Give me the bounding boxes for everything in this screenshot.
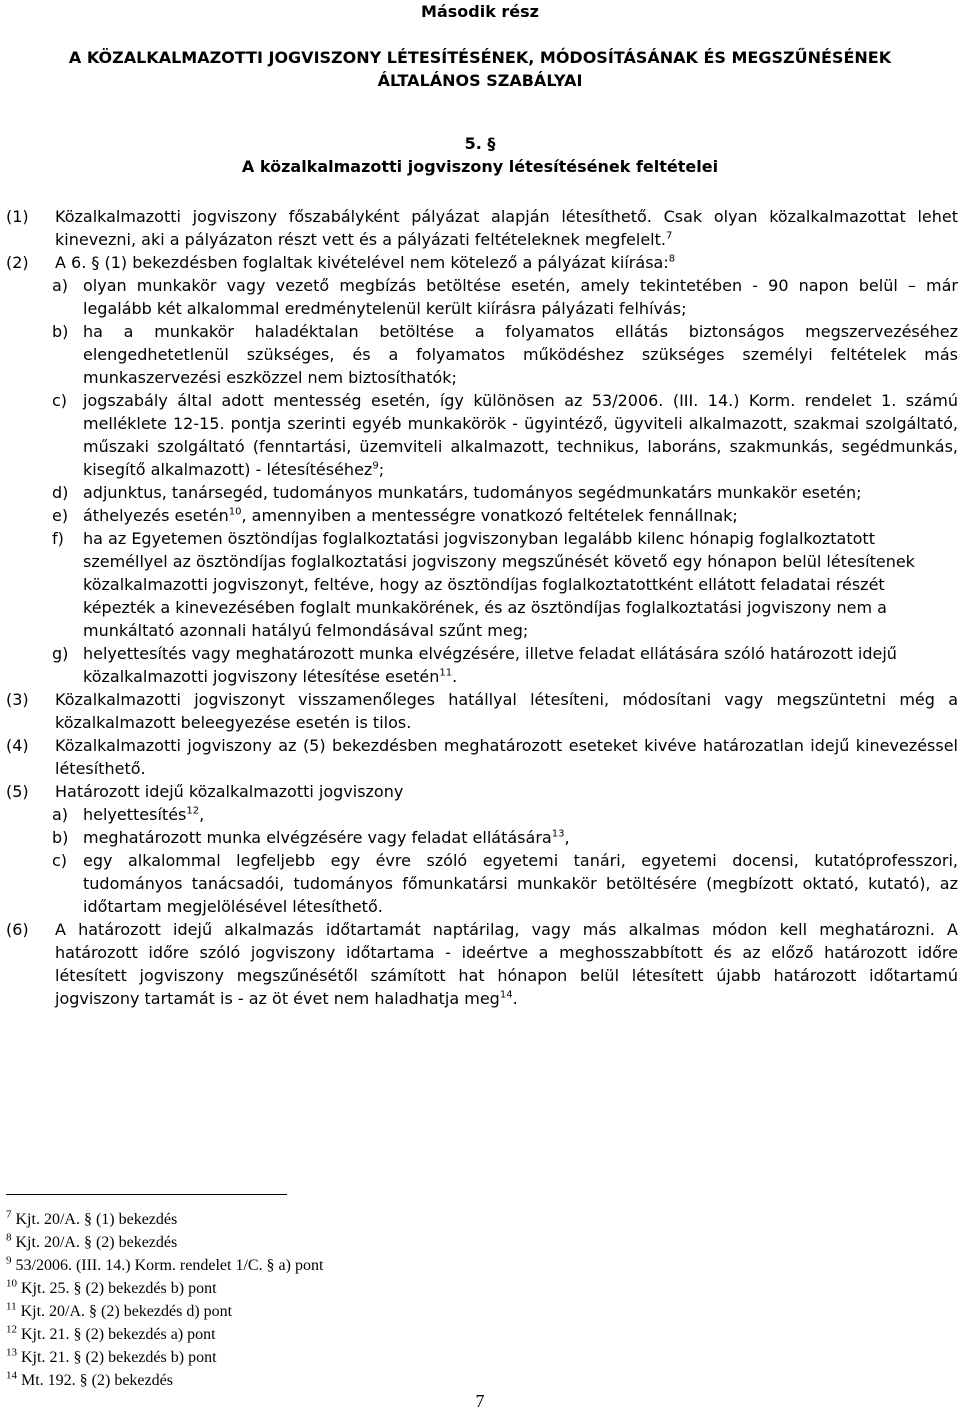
footnote-number: 12 — [6, 1323, 17, 1336]
list-item-2c — [6, 389, 958, 481]
footnote-ref[interactable]: 7 — [665, 230, 673, 242]
paragraph-3 — [6, 688, 958, 734]
paragraph-text: Közalkalmazotti jogviszony főszabályként pályázat alapján létesíthető. Csak olyan közalkalmazottat lehet kinevezni, aki a pályázaton részt vett és a pályázati feltételeknek megfelelt. — [55, 207, 958, 249]
footnote-ref[interactable]: 9 — [372, 460, 379, 472]
item-text: olyan munkakör vagy vezető megbízás betöltése esetén, amely tekintetében - 90 napon belül – már legalább két alkalommal eredménytelenül került kiírásra pályázati felhívás; — [83, 276, 958, 318]
section-title: A közalkalmazotti jogviszony létesítésének feltételei — [241, 157, 719, 176]
footnote — [6, 1369, 706, 1392]
item-label: e) — [52, 506, 69, 525]
list-item-2e — [6, 504, 958, 527]
paragraph-6 — [6, 918, 958, 1010]
item-label: a) — [52, 276, 69, 295]
item-text: jogszabály által adott mentesség esetén, így különösen az 53/2006. (III. 14.) Korm. rendelet 1. számú melléklete 12-15. pontja szerinti egyéb munkakörök - ügyintéző, ügyviteli alkalmazott, szakmai szolgáltató, műszaki szolgáltató (fenntartási, üzemviteli alkalmazott, technikus, laboráns, szakmunkás, segédmunkás, kisegítő alkalmazott) - létesítéséhez — [83, 391, 958, 479]
item-text: áthelyezés esetén — [83, 506, 229, 525]
item-label: b) — [52, 828, 69, 847]
list-item-2g — [6, 642, 958, 688]
list-item-2d — [6, 481, 958, 504]
item-text: meghatározott munka elvégzésére vagy feladat ellátására — [83, 828, 552, 847]
paragraph-2 — [6, 251, 958, 274]
paragraph-number: (4) — [6, 736, 29, 755]
footnote-number: 10 — [6, 1277, 17, 1290]
paragraph-number: (2) — [6, 253, 29, 272]
footnote-number: 14 — [6, 1369, 17, 1382]
list-item-5c — [6, 849, 958, 918]
footnote — [6, 1254, 706, 1277]
footnote-number: 7 — [6, 1208, 12, 1221]
paragraph-text: A 6. § (1) bekezdésben foglaltak kivételével nem kötelező a pályázat kiírása: — [55, 253, 669, 272]
item-text: ha az Egyetemen ösztöndíjas foglalkoztatási jogviszonyban legalább kilenc hónapig foglalkoztatott személlyel az ösztöndíjas foglalkoztatási jogviszony megszűnését követő egy hónapon belül létesítenek közalkalmazotti jogviszonyt, feltéve, hogy az ösztöndíjas foglalkoztatottként ellátott feladatai részét képezték a kinevezésében foglalt munkakörének, és az ösztöndíjas foglalkoztatási jogviszony nem a munkáltató azonnali hatályú felmondásával szűnt meg; — [83, 529, 915, 640]
footnote — [6, 1231, 706, 1254]
item-text: ha a munkakör haladéktalan betöltése a folyamatos ellátás biztonságos megszervezéséhez elengedhetetlenül szükséges, és a folyamatos működéshez szükséges személyi feltételek más munkaszervezési eszközzel nem biztosíthatók; — [83, 322, 958, 387]
item-text-end: ; — [378, 460, 385, 479]
paragraph-number: (1) — [6, 207, 29, 226]
section-number: 5. § — [464, 134, 496, 153]
item-text-end: . — [452, 667, 458, 686]
footnote-text: Kjt. 21. § (2) bekezdés a) pont — [21, 1326, 216, 1343]
paragraph-text: Közalkalmazotti jogviszony az (5) bekezdésben meghatározott eseteket kivéve határozatlan idejű kinevezéssel létesíthető. — [55, 736, 958, 778]
item-label: f) — [52, 529, 64, 548]
list-item-5a — [6, 803, 958, 826]
chapter-title-line-2: ÁLTALÁNOS SZABÁLYAI — [377, 71, 583, 90]
paragraph-text-end: . — [512, 989, 518, 1008]
footnote-ref[interactable]: 13 — [551, 828, 565, 840]
paragraph-number: (6) — [6, 920, 29, 939]
chapter-title-line-1: A KÖZALKALMAZOTTI JOGVISZONY LÉTESÍTÉSÉNEK, MÓDOSÍTÁSÁNAK ÉS MEGSZŰNÉSÉNEK — [68, 48, 892, 67]
chapter-title — [0, 46, 960, 92]
item-label: b) — [52, 322, 69, 341]
paragraph-text: A határozott idejű alkalmazás időtartamát naptárilag, vagy más alkalmas módon kell meghatározni. A határozott időre szóló jogviszony időtartama - ideértve a meghosszabbított és az előző határozott időre létesített jogviszony megszűnésétől számított hat hónapon belül létesített újabb határozott időtartamú jogviszony tartamát is - az öt évet nem haladhatja meg — [55, 920, 958, 1008]
item-label: g) — [52, 644, 69, 663]
footnote-ref[interactable]: 14 — [499, 989, 513, 1001]
list-item-2b — [6, 320, 958, 389]
item-text: adjunktus, tanársegéd, tudományos munkatárs, tudományos segédmunkatárs munkakör esetén; — [83, 483, 862, 502]
item-label: d) — [52, 483, 69, 502]
item-text-end: , amennyiben a mentességre vonatkozó feltételek fennállnak; — [241, 506, 738, 525]
part-title: Második rész — [421, 2, 539, 21]
section-body — [6, 205, 958, 1010]
paragraph-text: Közalkalmazotti jogviszonyt visszamenőleges hatállyal létesíteni, módosítani vagy megszüntetni még a közalkalmazott beleegyezése esetén is tilos. — [55, 690, 958, 732]
footnote — [6, 1208, 706, 1231]
footnote-number: 13 — [6, 1346, 17, 1359]
footnote-ref[interactable]: 10 — [228, 506, 242, 518]
list-item-5b — [6, 826, 958, 849]
footnote-text: Kjt. 20/A. § (2) bekezdés d) pont — [20, 1303, 233, 1320]
footnote-ref[interactable]: 8 — [668, 253, 676, 265]
item-label: a) — [52, 805, 69, 824]
footnote-text: Kjt. 21. § (2) bekezdés b) pont — [21, 1349, 217, 1366]
paragraph-4 — [6, 734, 958, 780]
footnote — [6, 1277, 706, 1300]
footnote-text: Kjt. 25. § (2) bekezdés b) pont — [21, 1280, 217, 1297]
list-item-2a — [6, 274, 958, 320]
paragraph-1 — [6, 205, 958, 251]
footnote-ref[interactable]: 11 — [439, 667, 453, 679]
footnote-number: 9 — [6, 1254, 12, 1267]
page-number: 7 — [475, 1391, 485, 1411]
footnote-text: Mt. 192. § (2) bekezdés — [21, 1372, 173, 1389]
paragraph-number: (5) — [6, 782, 29, 801]
footnote — [6, 1346, 706, 1369]
paragraph-text: Határozott idejű közalkalmazotti jogviszony — [55, 782, 404, 801]
item-label: c) — [52, 851, 68, 870]
item-label: c) — [52, 391, 68, 410]
footnote — [6, 1300, 706, 1323]
footnote-text: 53/2006. (III. 14.) Korm. rendelet 1/C. § a) pont — [15, 1257, 324, 1274]
paragraph-5 — [6, 780, 958, 803]
footnote-text: Kjt. 20/A. § (2) bekezdés — [15, 1234, 178, 1251]
item-text-end: , — [199, 805, 205, 824]
footnote-number: 11 — [6, 1300, 17, 1313]
footnote-number: 8 — [6, 1231, 12, 1244]
item-text: helyettesítés — [83, 805, 187, 824]
item-text: egy alkalommal legfeljebb egy évre szóló egyetemi tanári, egyetemi docensi, kutatóprofesszori, tudományos tanácsadói, tudományos főmunkatársi munkakör betöltésére (megbízott oktató, kutató), az időtartam megjelölésével létesíthető. — [83, 851, 958, 916]
item-text: helyettesítés vagy meghatározott munka elvégzésére, illetve feladat ellátására szóló határozott idejű közalkalmazotti jogviszony létesítése esetén — [83, 644, 897, 686]
footnote-ref[interactable]: 12 — [186, 805, 200, 817]
paragraph-number: (3) — [6, 690, 29, 709]
list-item-2f — [6, 527, 958, 642]
footnote — [6, 1323, 706, 1346]
footnote-separator — [6, 1194, 287, 1195]
footnote-text: Kjt. 20/A. § (1) bekezdés — [15, 1211, 178, 1228]
footnotes — [6, 1208, 706, 1392]
item-text-end: , — [564, 828, 570, 847]
